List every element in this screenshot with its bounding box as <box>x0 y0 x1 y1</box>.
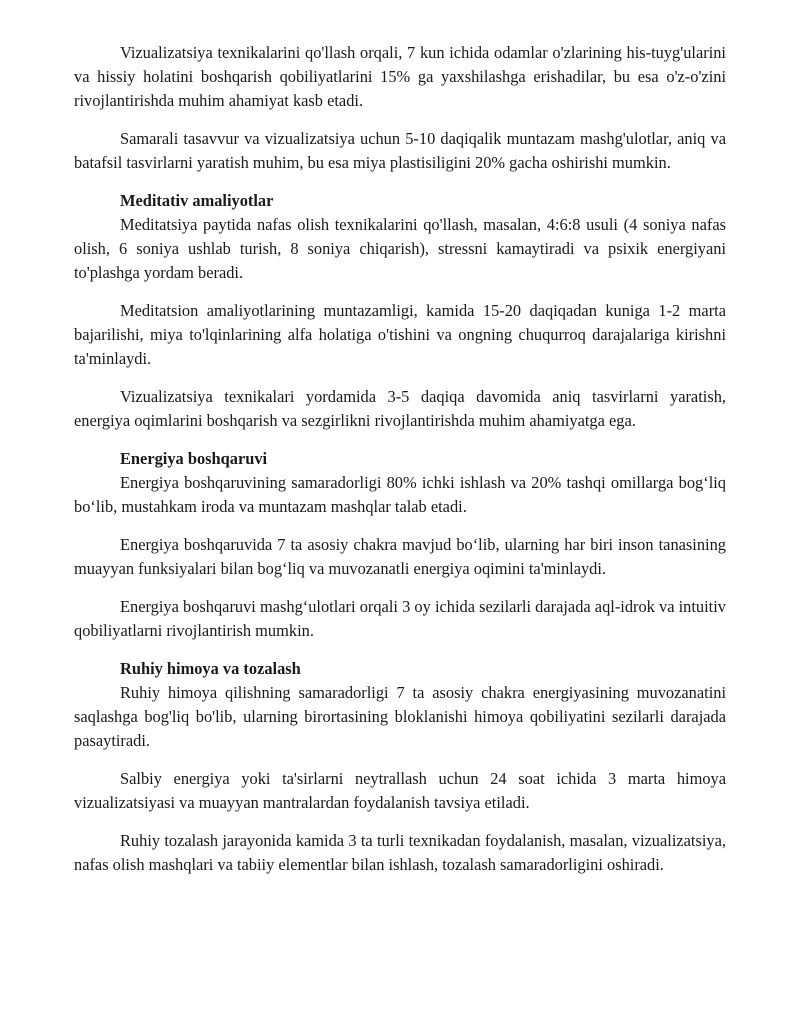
section-paragraph: Salbiy energiya yoki ta'sirlarni neytrallash uchun 24 soat ichida 3 marta himoya vizualizatsiyasi va muayyan mantralardan foydalanish tavsiya etiladi. <box>74 769 726 812</box>
section-paragraph: Energiya boshqaruvida 7 ta asosiy chakra mavjud bo‘lib, ularning har biri inson tanasining muayyan funksiyalari bilan bog‘liq va muvozanatli energiya oqimini ta'minlaydi. <box>74 535 726 578</box>
section-paragraph: Energiya boshqaruvining samaradorligi 80% ichki ishlash va 20% tashqi omillarga bog‘liq bo‘lib, mustahkam iroda va muntazam mashqlar talab etadi. <box>74 473 726 516</box>
section-paragraph: Vizualizatsiya texnikalari yordamida 3-5 daqiqa davomida aniq tasvirlarni yaratish, energiya oqimlarini boshqarish va sezgirlikni rivojlantirishda muhim ahamiyatga ega. <box>74 387 726 430</box>
section-paragraph: Meditatsiya paytida nafas olish texnikalarini qo'llash, masalan, 4:6:8 usuli (4 soniya nafas olish, 6 soniya ushlab turish, 8 soniya chiqarish), stressni kamaytiradi va psixik energiyani to'plashga yordam beradi. <box>74 215 726 282</box>
section-heading: Ruhiy himoya va tozalash <box>120 659 301 678</box>
section-ruhiy-himoya <box>74 657 726 877</box>
section-meditativ-amaliyotlar <box>74 189 726 433</box>
section-paragraph: Ruhiy tozalash jarayonida kamida 3 ta turli texnikadan foydalanish, masalan, vizualizatsiya, nafas olish mashqlari va tabiiy elementlar bilan ishlash, tozalash samaradorligini oshiradi. <box>74 831 726 874</box>
section-paragraph: Meditatsion amaliyotlarining muntazamligi, kamida 15-20 daqiqadan kuniga 1-2 marta bajarilishi, miya to'lqinlarining alfa holatiga o'tishini va ongning chuqurroq darajalariga kirishni ta'minlaydi. <box>74 301 726 368</box>
section-heading: Energiya boshqaruvi <box>120 449 268 468</box>
section-paragraph: Energiya boshqaruvi mashg‘ulotlari orqali 3 oy ichida sezilarli darajada aql-idrok va intuitiv qobiliyatlarni rivojlantirish mumkin. <box>74 597 726 640</box>
section-energiya-boshqaruvi <box>74 447 726 643</box>
intro-paragraph-1: Vizualizatsiya texnikalarini qo'llash orqali, 7 kun ichida odamlar o'zlarining his-tuyg'ularini va hissiy holatini boshqarish qobiliyatlarini 15% ga yaxshilashga erishadilar, bu esa o'z-o'zini rivojlantirishda muhim ahamiyat kasb etadi. <box>74 43 726 110</box>
document-page <box>74 41 726 877</box>
intro-paragraph-2: Samarali tasavvur va vizualizatsiya uchun 5-10 daqiqalik muntazam mashg'ulotlar, aniq va batafsil tasvirlarni yaratish muhim, bu esa miya plastisiligini 20% gacha oshirishi mumkin. <box>74 129 726 172</box>
section-heading: Meditativ amaliyotlar <box>120 191 274 210</box>
section-paragraph: Ruhiy himoya qilishning samaradorligi 7 ta asosiy chakra energiyasining muvozanatini saqlashga bog'liq bo'lib, ularning birortasining bloklanishi himoya qobiliyatini sezilarli darajada pasaytiradi. <box>74 683 726 750</box>
